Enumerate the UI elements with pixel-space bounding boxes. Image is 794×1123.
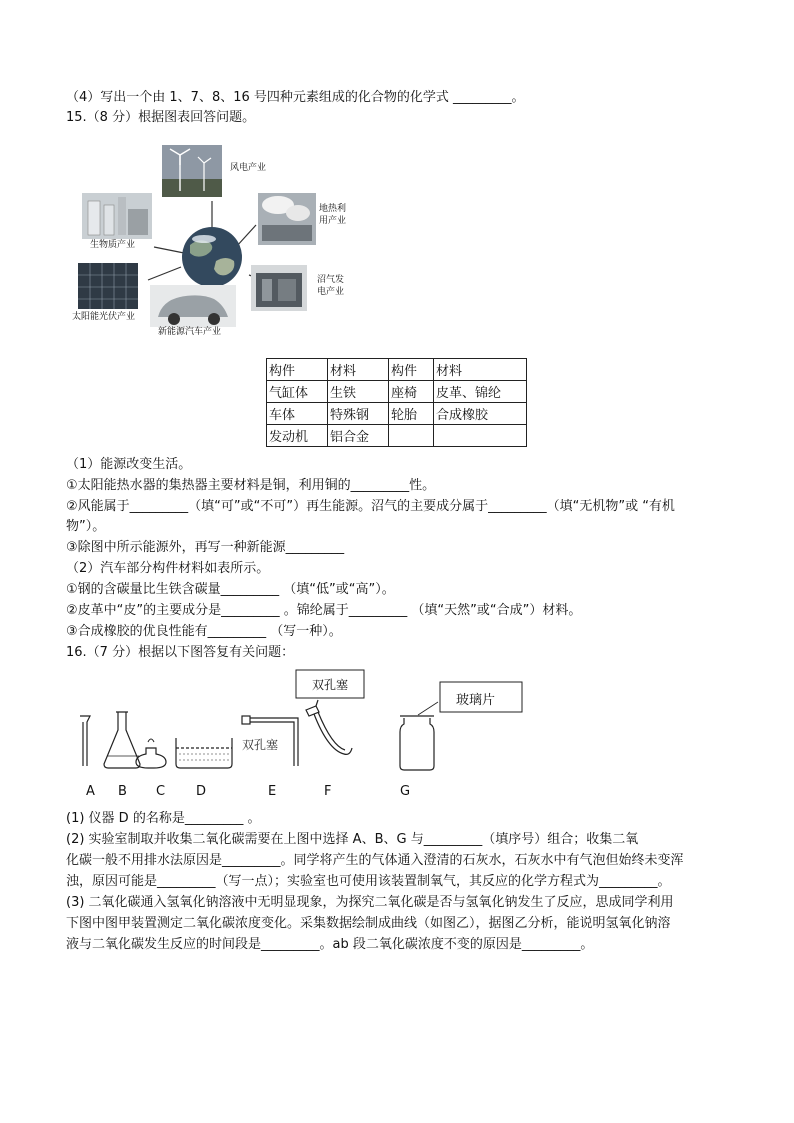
table-cell: 材料 — [434, 359, 527, 381]
table-cell — [434, 425, 527, 447]
apparatus-g-gas-jar — [400, 702, 438, 770]
apparatus-letter-f: F — [324, 784, 332, 799]
question-16-part-3a: (3) 二氧化碳通入氢氧化钠溶液中无明显现象，为探究二氧化碳是否与氢氧化钠发生了反应，思成同学利用 — [66, 895, 674, 910]
question-15-title: 15.（8 分）根据图表回答问题。 — [66, 110, 256, 125]
apparatus-letter-g: G — [400, 784, 411, 799]
apparatus-letter-a: A — [86, 784, 95, 799]
label-new-energy-vehicle: 新能源汽车产业 — [158, 327, 222, 337]
table-cell: 构件 — [389, 359, 434, 381]
table-cell: 轮胎 — [389, 403, 434, 425]
question-16-part-3b: 下图中图甲装置测定二氧化碳浓度变化。采集数据绘制成曲线（如图乙），据图乙分析，能说明氢氧化钠溶 — [66, 916, 671, 931]
label-two-hole-stopper-inline: 双孔塞 — [242, 738, 279, 752]
table-row — [267, 425, 527, 447]
apparatus-letter-d: D — [196, 784, 207, 799]
label-biomass: 生物质产业 — [90, 240, 136, 250]
geothermal-photo — [258, 193, 316, 245]
apparatus-b-flask — [104, 712, 140, 768]
apparatus-graphic — [66, 666, 536, 802]
table-cell: 合成橡胶 — [434, 403, 527, 425]
apparatus-f-bent-tube — [306, 700, 352, 754]
question-16-part-2c: 浊，原因可能是_________（写一点）；实验室也可使用该装置制氧气，其反应的化学方程式为_________。 — [66, 874, 671, 889]
table-row — [267, 381, 527, 403]
label-geothermal-line2: 用产业 — [319, 216, 347, 226]
table-cell: 发动机 — [267, 425, 328, 447]
apparatus-letter-b: B — [118, 784, 127, 799]
wind-power-photo — [162, 145, 222, 197]
question-14-part-4: （4）写出一个由 1、7、8、16 号四种元素组成的化合物的化学式 _________。 — [66, 90, 525, 105]
table-cell: 生铁 — [328, 381, 389, 403]
apparatus-letter-c: C — [156, 784, 166, 799]
earth-globe — [182, 227, 242, 287]
question-16-part-3c: 液与二氧化碳发生反应的时间段是_________。ab 段二氧化碳浓度不变的原因是_________。 — [66, 937, 594, 952]
question-15-part-1a: ①太阳能热水器的集热器主要材料是铜，利用铜的_________性。 — [66, 478, 436, 493]
electric-car-photo — [150, 285, 236, 327]
question-15-part-2c: ③合成橡胶的优良性能有_________ （写一种）。 — [66, 624, 342, 639]
table-cell: 皮革、锦纶 — [434, 381, 527, 403]
table-cell: 特殊钢 — [328, 403, 389, 425]
apparatus-letter-e: E — [268, 784, 277, 799]
table-cell: 座椅 — [389, 381, 434, 403]
table-cell: 构件 — [267, 359, 328, 381]
callout-glass-plate: 玻璃片 — [456, 693, 496, 708]
question-16-part-2b: 化碳一般不用排水法原因是_________。同学将产生的气体通入澄清的石灰水，石灰水中有气泡但始终未变浑 — [66, 853, 684, 868]
table-cell — [389, 425, 434, 447]
question-15-part-1b-cont: 物”）。 — [66, 519, 106, 534]
label-biogas-line1: 沼气发 — [317, 275, 345, 285]
table-row — [267, 359, 527, 381]
question-16-part-1: (1) 仪器 D 的名称是_________ 。 — [66, 811, 261, 826]
solar-panel-photo — [78, 263, 138, 309]
table-cell: 材料 — [328, 359, 389, 381]
question-15-part-1b: ②风能属于_________（填“可”或“不可”）再生能源。沼气的主要成分属于_________（填“无机物”或 “有机 — [66, 499, 675, 514]
label-wind-power: 风电产业 — [230, 163, 267, 173]
table-row — [267, 403, 527, 425]
question-15-part-2a: ①钢的含碳量比生铁含碳量_________ （填“低”或“高”）。 — [66, 582, 395, 597]
question-16-title: 16.（7 分）根据以下图答复有关问题： — [66, 645, 295, 660]
label-solar-pv: 太阳能光伏产业 — [72, 312, 136, 322]
label-geothermal-line1: 地热利 — [319, 204, 347, 214]
lab-apparatus-figure — [66, 666, 536, 802]
table-cell: 铝合金 — [328, 425, 389, 447]
car-parts-table — [266, 358, 527, 447]
question-16-part-2a: (2) 实验室制取并收集二氧化碳需要在上图中选择 A、B、G 与_________（填序号）组合；收集二氧 — [66, 832, 639, 847]
question-15-part-2b: ②皮革中“皮”的主要成分是_________ 。锦纶属于_________ （填“天然”或“合成”）材料。 — [66, 603, 582, 618]
apparatus-a-funnel — [80, 716, 90, 766]
biogas-plant-photo — [251, 265, 307, 311]
table-cell: 车体 — [267, 403, 328, 425]
callout-two-hole-stopper: 双孔塞 — [312, 678, 349, 692]
question-15-part-1: （1）能源改变生活。 — [66, 457, 192, 472]
label-biogas-line2: 电产业 — [317, 287, 345, 297]
question-15-part-2: （2）汽车部分构件材料如表所示。 — [66, 561, 270, 576]
apparatus-d-trough — [176, 738, 232, 768]
table-cell: 气缸体 — [267, 381, 328, 403]
question-15-part-1c: ③除图中所示能源外，再写一种新能源_________ — [66, 540, 345, 555]
energy-industries-figure — [66, 135, 366, 350]
biomass-photo — [82, 193, 152, 239]
